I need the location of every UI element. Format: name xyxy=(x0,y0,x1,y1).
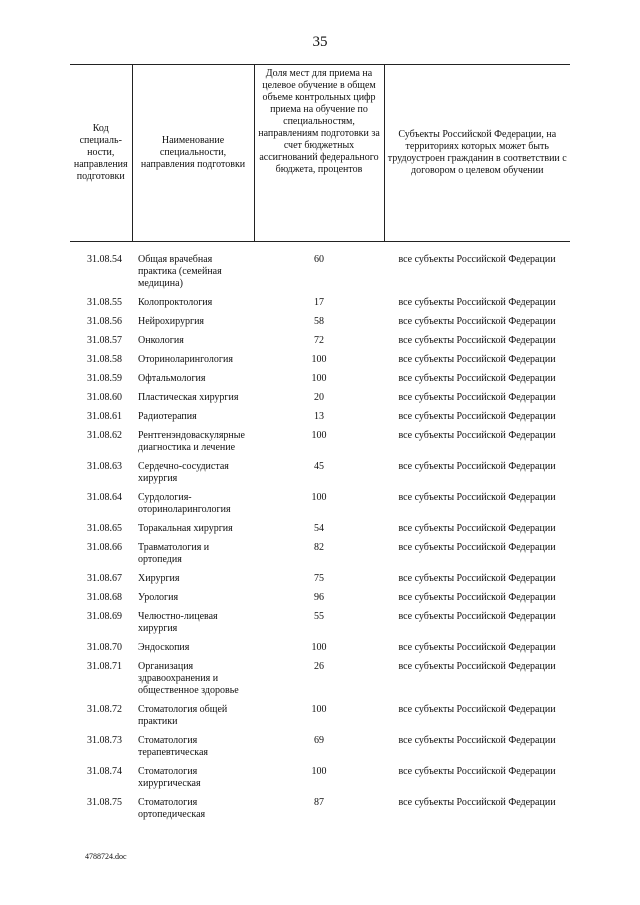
code-cell: 31.08.66 xyxy=(87,542,122,553)
subjects-cell: все субъекты Российской Федерации xyxy=(398,542,556,553)
table-row xyxy=(70,658,570,701)
code-cell: 31.08.67 xyxy=(87,573,122,584)
subjects-cell: все субъекты Российской Федерации xyxy=(398,661,556,672)
name-cell: Стоматология хирургическая xyxy=(138,766,201,789)
name-cell: Нейрохирургия xyxy=(138,316,205,327)
name-cell: Челюстно-лицевая хирургия xyxy=(138,611,218,634)
subjects-cell: все субъекты Российской Федерации xyxy=(398,392,556,403)
table-row xyxy=(70,489,570,520)
subjects-cell: все субъекты Российской Федерации xyxy=(398,354,556,365)
name-cell: Радиотерапия xyxy=(138,411,197,422)
share-cell: 58 xyxy=(314,316,324,327)
share-cell: 96 xyxy=(314,592,324,603)
table-row xyxy=(70,294,570,313)
subjects-cell: все субъекты Российской Федерации xyxy=(398,797,556,808)
name-cell: Стоматология ортопедическая xyxy=(138,797,206,820)
subjects-cell: все субъекты Российской Федерации xyxy=(398,461,556,472)
subjects-cell: все субъекты Российской Федерации xyxy=(398,492,556,503)
share-cell: 60 xyxy=(314,254,324,265)
code-cell: 31.08.55 xyxy=(87,297,122,308)
subjects-cell: все субъекты Российской Федерации xyxy=(398,642,556,653)
code-cell: 31.08.71 xyxy=(87,661,122,672)
share-cell: 55 xyxy=(314,611,324,622)
table-header xyxy=(70,65,570,242)
name-cell: Онкология xyxy=(138,335,184,346)
header-name: Наименование специальности, направления подготовки xyxy=(132,65,254,242)
code-cell: 31.08.56 xyxy=(87,316,122,327)
table-row xyxy=(70,763,570,794)
share-cell: 100 xyxy=(311,373,327,384)
share-cell: 20 xyxy=(314,392,324,403)
subjects-cell: все субъекты Российской Федерации xyxy=(398,430,556,441)
code-cell: 31.08.54 xyxy=(87,254,122,265)
table-row xyxy=(70,313,570,332)
share-cell: 75 xyxy=(314,573,324,584)
name-cell: Офтальмология xyxy=(138,373,206,384)
name-cell: Колопроктология xyxy=(138,297,213,308)
table-row xyxy=(70,570,570,589)
page-number: 35 xyxy=(312,34,328,50)
name-cell: Общая врачебная практика (семейная медицина) xyxy=(138,254,222,289)
specialties-table xyxy=(70,64,570,825)
table-row xyxy=(70,427,570,458)
name-cell: Сурдология-оториноларингология xyxy=(138,492,231,515)
code-cell: 31.08.57 xyxy=(87,335,122,346)
table-row xyxy=(70,242,570,295)
code-cell: 31.08.64 xyxy=(87,492,122,503)
code-cell: 31.08.58 xyxy=(87,354,122,365)
name-cell: Хирургия xyxy=(138,573,180,584)
table-row xyxy=(70,701,570,732)
share-cell: 72 xyxy=(314,335,324,346)
subjects-cell: все субъекты Российской Федерации xyxy=(398,592,556,603)
share-cell: 82 xyxy=(314,542,324,553)
subjects-cell: все субъекты Российской Федерации xyxy=(398,523,556,534)
subjects-cell: все субъекты Российской Федерации xyxy=(398,297,556,308)
share-cell: 45 xyxy=(314,461,324,472)
code-cell: 31.08.73 xyxy=(87,735,122,746)
subjects-cell: все субъекты Российской Федерации xyxy=(398,316,556,327)
table-row xyxy=(70,389,570,408)
table-row xyxy=(70,589,570,608)
table-row xyxy=(70,732,570,763)
share-cell: 100 xyxy=(311,642,327,653)
code-cell: 31.08.72 xyxy=(87,704,122,715)
table-row xyxy=(70,639,570,658)
table-row xyxy=(70,794,570,825)
table-row xyxy=(70,370,570,389)
share-cell: 87 xyxy=(314,797,324,808)
name-cell: Оториноларингология xyxy=(138,354,233,365)
header-subjects: Субъекты Российской Федерации, на территориях которых может быть трудоустроен гражданин в соответствии с договором о целевом обучении xyxy=(384,65,570,242)
table-row xyxy=(70,458,570,489)
subjects-cell: все субъекты Российской Федерации xyxy=(398,611,556,622)
name-cell: Стоматология общей практики xyxy=(138,704,228,727)
header-share: Доля мест для приема на целевое обучение в общем объеме контрольных цифр приема на обучение по специальностям, направлениям подготовки за счет бюджетных ассигнований федерального бюджета, процентов xyxy=(254,65,384,242)
code-cell: 31.08.65 xyxy=(87,523,122,534)
code-cell: 31.08.69 xyxy=(87,611,122,622)
code-cell: 31.08.70 xyxy=(87,642,122,653)
name-cell: Травматология и ортопедия xyxy=(138,542,210,565)
name-cell: Эндоскопия xyxy=(138,642,190,653)
name-cell: Рентгенэндоваскулярные диагностика и лечение xyxy=(138,430,245,453)
subjects-cell: все субъекты Российской Федерации xyxy=(398,735,556,746)
name-cell: Организация здравоохранения и общественное здоровье xyxy=(138,661,239,696)
code-cell: 31.08.59 xyxy=(87,373,122,384)
table-row xyxy=(70,408,570,427)
subjects-cell: все субъекты Российской Федерации xyxy=(398,411,556,422)
table-row xyxy=(70,539,570,570)
code-cell: 31.08.61 xyxy=(87,411,122,422)
share-cell: 54 xyxy=(314,523,324,534)
share-cell: 100 xyxy=(311,704,327,715)
share-cell: 100 xyxy=(311,430,327,441)
subjects-cell: все субъекты Российской Федерации xyxy=(398,335,556,346)
share-cell: 100 xyxy=(311,492,327,503)
table-body xyxy=(70,242,570,826)
subjects-cell: все субъекты Российской Федерации xyxy=(398,704,556,715)
subjects-cell: все субъекты Российской Федерации xyxy=(398,373,556,384)
table-row xyxy=(70,351,570,370)
share-cell: 100 xyxy=(311,766,327,777)
code-cell: 31.08.63 xyxy=(87,461,122,472)
table-row xyxy=(70,608,570,639)
subjects-cell: все субъекты Российской Федерации xyxy=(398,766,556,777)
share-cell: 100 xyxy=(311,354,327,365)
code-cell: 31.08.62 xyxy=(87,430,122,441)
code-cell: 31.08.68 xyxy=(87,592,122,603)
share-cell: 17 xyxy=(314,297,324,308)
document-id: 4788724.doc xyxy=(85,852,127,861)
subjects-cell: все субъекты Российской Федерации xyxy=(398,573,556,584)
table-row xyxy=(70,332,570,351)
table-row xyxy=(70,520,570,539)
name-cell: Стоматология терапевтическая xyxy=(138,735,208,758)
name-cell: Сердечно-сосудистая хирургия xyxy=(138,461,229,484)
code-cell: 31.08.75 xyxy=(87,797,122,808)
name-cell: Торакальная хирургия xyxy=(138,523,233,534)
header-code: Код специаль-ности, направления подготовки xyxy=(70,65,132,242)
name-cell: Пластическая хирургия xyxy=(138,392,239,403)
subjects-cell: все субъекты Российской Федерации xyxy=(398,254,556,265)
share-cell: 13 xyxy=(314,411,324,422)
code-cell: 31.08.60 xyxy=(87,392,122,403)
share-cell: 69 xyxy=(314,735,324,746)
name-cell: Урология xyxy=(138,592,179,603)
code-cell: 31.08.74 xyxy=(87,766,122,777)
share-cell: 26 xyxy=(314,661,324,672)
